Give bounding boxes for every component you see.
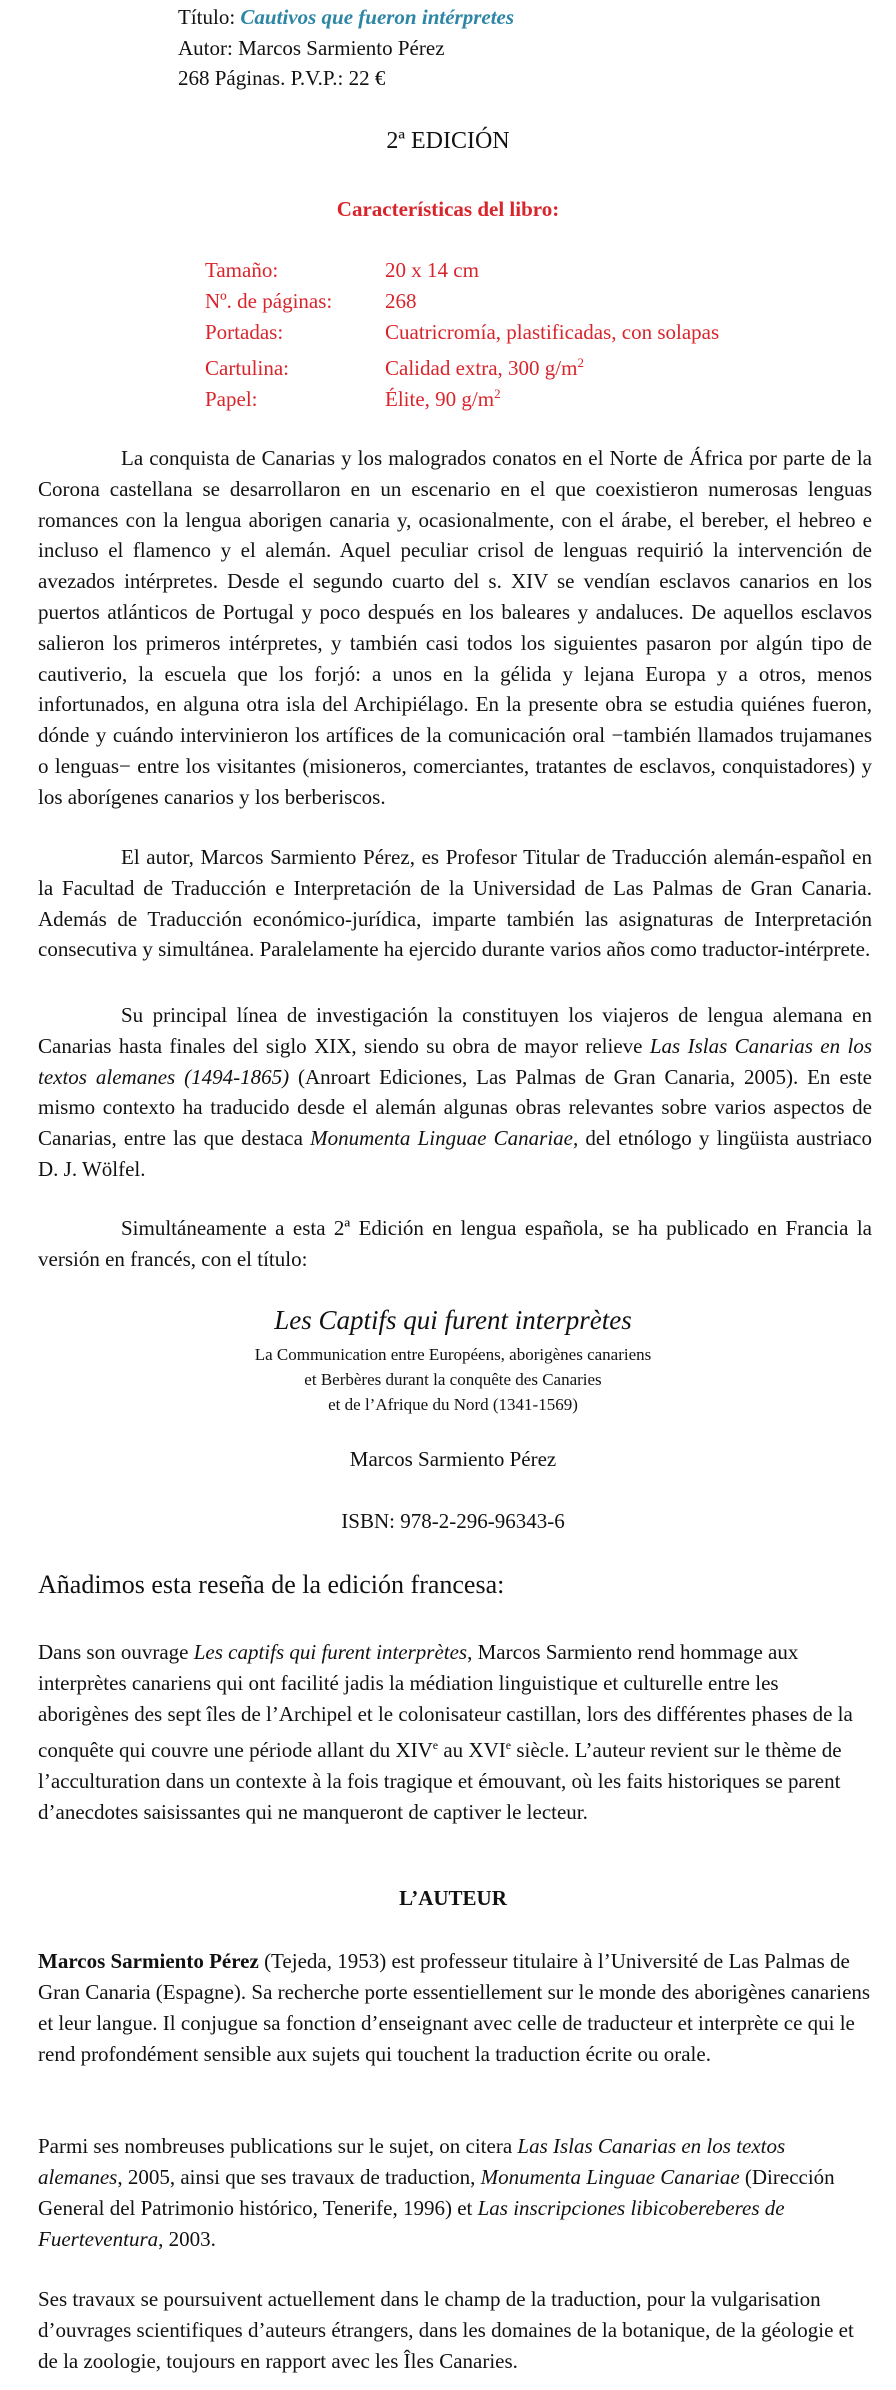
review-text: siècle. L’auteur revient sur le thème de l’acculturation dans un contexte à la fois tragique et émouvant, où les faits historiques se parent d’anecdotes saisissantes qui ne manqueront de captiver le lecteur. [38, 1738, 842, 1824]
french-subtitle-line: La Communication entre Européens, aborigènes canariens [254, 1345, 652, 1364]
pages-price-line: 268 Páginas. P.V.P.: 22 € [178, 66, 386, 90]
spec-row-pages [205, 286, 417, 316]
work-title: Monumenta Linguae Canariae [480, 2165, 740, 2189]
superscript: e [505, 1738, 512, 1752]
review-text: Dans son ouvrage [38, 1640, 194, 1664]
author-line: Autor: Marcos Sarmiento Pérez [178, 36, 445, 60]
french-edition-paragraph: Simultáneamente a esta 2ª Edición en lengua española, se ha publicado en Francia la versión en francés, con el título: [38, 1216, 872, 1271]
spec-row-cardboard [205, 348, 584, 383]
title-line [178, 2, 514, 32]
work-title: Las Islas Canarias en los textos alemanes (1494-1865) [38, 1033, 872, 1089]
work-title: Las Islas Canarias en los textos alemanes [38, 2134, 786, 2189]
current-work-paragraph: Ses travaux se poursuivent actuellement dans le champ de la traduction, pour la vulgarisation d’ouvrages scientifiques d’auteurs étrangers, dans les domaines de la botanique, de la géologie et de la zoologie, toujours en rapport avec les Îles Canaries. [38, 2287, 854, 2373]
publications-text: Parmi ses nombreuses publications sur le sujet, on citera [38, 2134, 518, 2158]
edition-heading: 2ª EDICIÓN [386, 128, 510, 154]
spec-row-size [205, 255, 479, 285]
publications-text: , 2005, ainsi que ses travaux de traduction, [117, 2165, 481, 2189]
spec-value: Élite, 90 g/m [385, 387, 495, 411]
spec-label: Nº. de páginas: [205, 289, 333, 313]
spec-label: Portadas: [205, 320, 284, 344]
auteur-paragraph [38, 1946, 872, 2070]
research-text: (Anroart Ediciones, Las Palmas de Gran Canaria, 2005). En este mismo contexto ha traducido desde el alemán algunas obras relevantes sobre varios aspectos de Canarias, entre las que destaca [38, 1064, 872, 1151]
french-author: Marcos Sarmiento Pérez [349, 1447, 557, 1471]
review-text: au XVI [438, 1738, 506, 1762]
spec-value: Calidad extra, 300 g/m [385, 356, 578, 380]
research-text: del etnólogo y lingüista austriaco D. J. Wölfel. [38, 1126, 872, 1181]
research-text: Su principal línea de investigación la constituyen los viajeros de lengua alemana en Canarias hasta finales del siglo XIX, siendo su obra de mayor relieve [38, 1003, 872, 1058]
french-title: Les Captifs qui furent interprètes [274, 1305, 632, 1335]
review-heading: Añadimos esta reseña de la edición francesa: [38, 1570, 505, 1599]
title-label: Título: [178, 5, 241, 29]
auteur-text: (Tejeda, 1953) est professeur titulaire à l’Université de Las Palmas de Gran Canaria (Espagne). Sa recherche porte essentiellement sur le monde des aborigènes canariens et leur langue. Il conjugue sa fonction d’enseignant avec celle de traducteur et interprète ce qui le rend profondément sensible aux sujets qui touchent la traduction écrite ou orale. [38, 1949, 871, 2066]
auteur-heading: L’AUTEUR [399, 1886, 507, 1910]
synopsis-paragraph: La conquista de Canarias y los malogrados conatos en el Norte de África por parte de la Corona castellana se desarrollaron en un escenario en el que coexistieron numerosas lenguas romances con la lengua aborigen canaria y, ocasionalmente, con el árabe, el bereber, el hebreo e incluso el flamenco y el alemán. Aquel peculiar crisol de lenguas requirió la intervención de avezados intérpretes. Desde el segundo cuarto del s. XIV se vendían esclavos canarios en los puertos atlánticos de Portugal y poco después en los baleares y andaluces. De aquellos esclavos salieron los primeros intérpretes, y también casi todos los siguientes pasaron por algún tipo de cautiverio, la escuela que los forjó: a unos en la gélida y lejana Europa y a otros, menos infortunados, en alguna otra isla del Archipiélago. En la presente obra se estudia quiénes fueron, dónde y cuándo intervinieron los artífices de la comunicación oral −también llamados trujamanes o lenguas− entre los visitantes (misioneros, comerciantes, tratantes de esclavos, conquistadores) y los aborígenes canarios y los berberiscos. [38, 446, 872, 809]
author-bio-paragraph: El autor, Marcos Sarmiento Pérez, es Profesor Titular de Traducción alemán-español en la Facultad de Traducción e Interpretación de la Universidad de Las Palmas de Gran Canaria. Además de Traducción económico-jurídica, imparte también las asignaturas de Interpretación consecutiva y simultánea. Paralelamente ha ejercido durante varios años como traductor-intérprete. [38, 845, 872, 962]
publications-text: (Dirección General del Patrimonio histórico, Tenerife, 1996) et [38, 2165, 835, 2220]
spec-label: Tamaño: [205, 258, 279, 282]
spec-row-paper [205, 379, 501, 414]
review-paragraph [38, 1637, 872, 1828]
spec-label: Papel: [205, 387, 258, 411]
isbn: ISBN: 978-2-296-96343-6 [341, 1509, 565, 1533]
publications-text: , 2003. [158, 2227, 216, 2251]
spec-label: Cartulina: [205, 356, 289, 380]
spec-value: 20 x 14 cm [385, 258, 479, 282]
author-name-bold: Marcos Sarmiento Pérez [38, 1949, 259, 1973]
spec-row-covers [205, 317, 719, 347]
spec-superscript: 2 [494, 386, 501, 401]
superscript: e [432, 1738, 439, 1752]
specs-heading: Características del libro: [336, 197, 560, 221]
work-title: Les captifs qui furent interprètes [193, 1640, 468, 1664]
spec-value: Cuatricromía, plastificadas, con solapas [385, 320, 720, 344]
french-subtitle-line: et de l’Afrique du Nord (1341-1569) [328, 1395, 578, 1414]
book-title: Cautivos que fueron intérpretes [240, 5, 515, 29]
french-subtitle-line: et Berbères durant la conquête des Canaries [304, 1370, 602, 1389]
spec-value: 268 [385, 289, 417, 313]
spec-superscript: 2 [577, 355, 584, 370]
review-text: , Marcos Sarmiento rend hommage aux interprètes canariens qui ont facilité jadis la médiation linguistique et culturelle entre les aborigènes des sept îles de l’Archipel et le colonisateur castillan, lors des différentes phases de la conquête qui couvre une période allant du XIV [38, 1640, 853, 1762]
publications-paragraph [38, 2131, 872, 2255]
work-title: Monumenta Linguae Canariae, [310, 1126, 579, 1151]
work-title: Las inscripciones libicobereberes de Fuerteventura [38, 2196, 785, 2251]
research-paragraph [38, 1000, 872, 1185]
